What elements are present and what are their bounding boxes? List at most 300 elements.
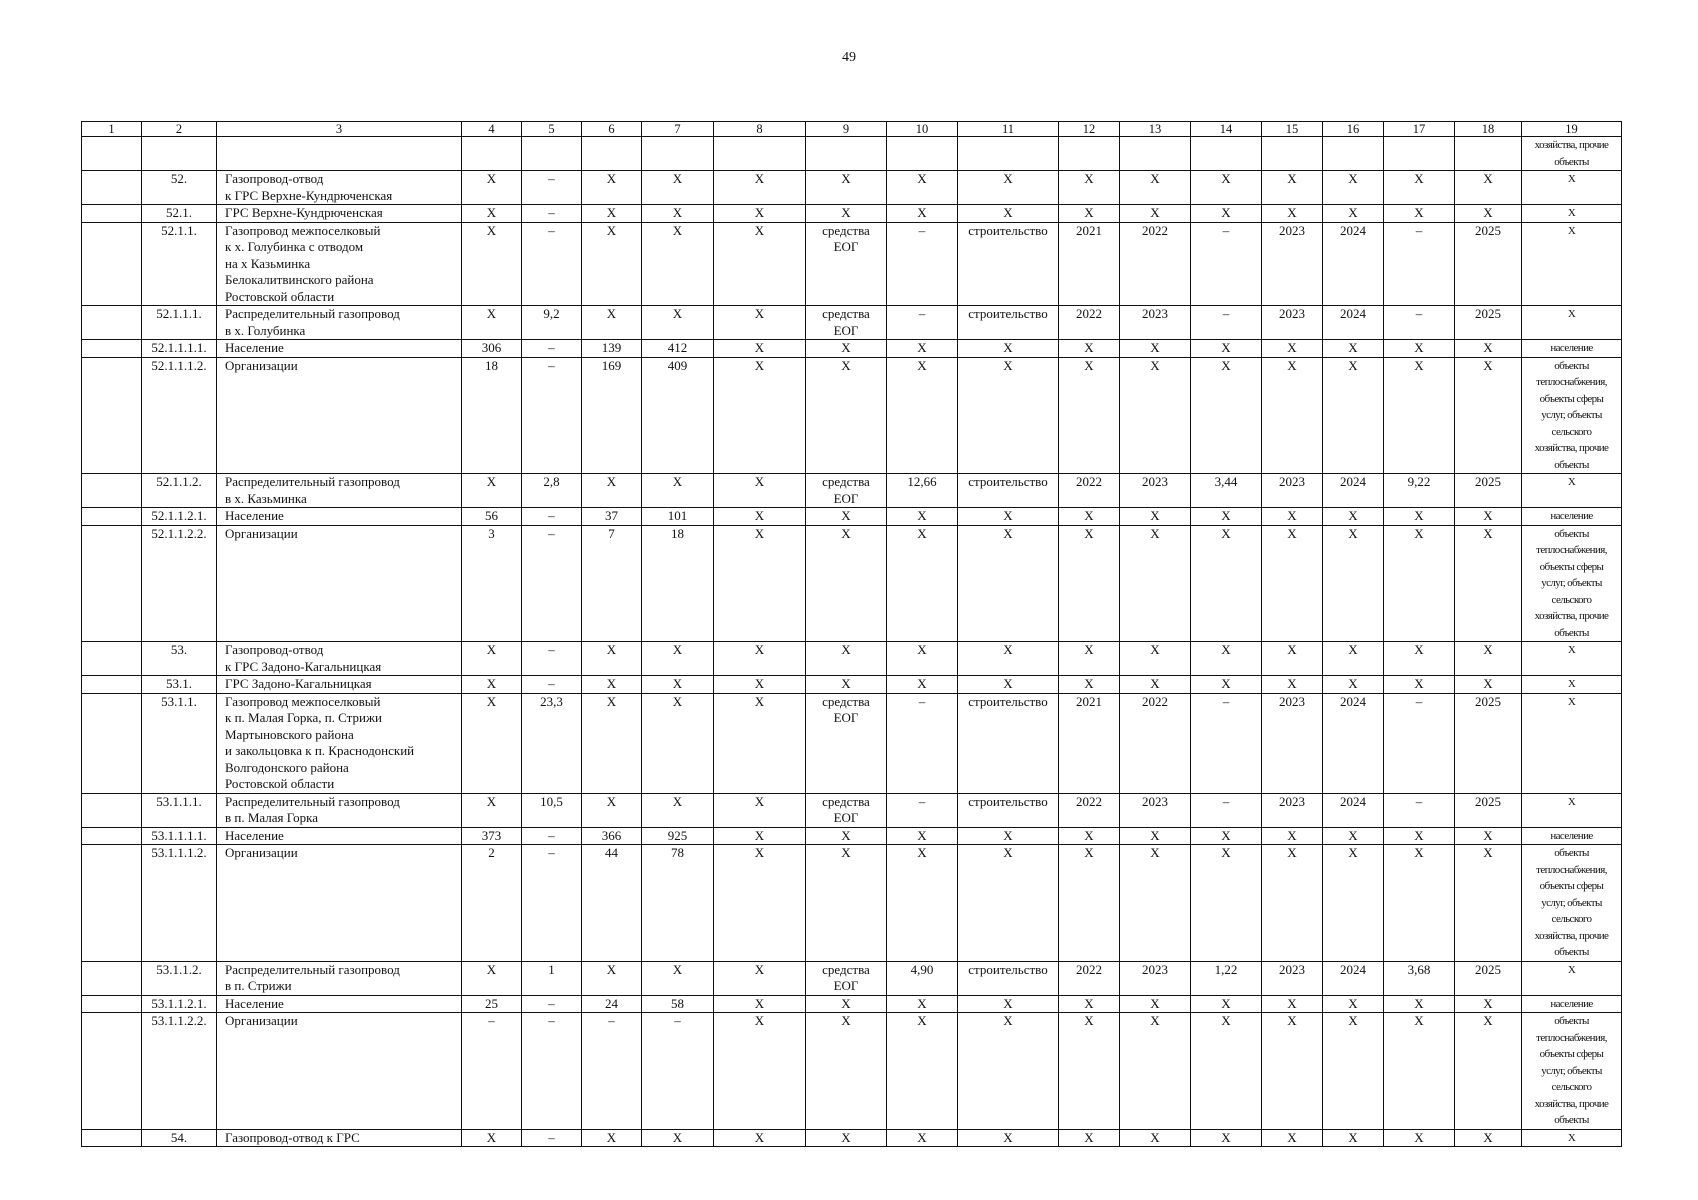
cell-line: ЕОГ: [833, 710, 859, 725]
table-cell: 2021: [1059, 222, 1120, 306]
table-cell: X: [642, 693, 714, 793]
table-cell: X: [1120, 1013, 1191, 1130]
table-cell: X: [958, 357, 1059, 474]
table-cell: 2023: [1262, 793, 1323, 827]
table-cell: –: [522, 827, 582, 845]
table-cell: X: [714, 171, 806, 205]
table-row: [82, 171, 1622, 205]
table-cell: X: [1384, 642, 1455, 676]
table-cell: [714, 137, 806, 171]
purpose-cell: X: [1522, 474, 1622, 508]
column-number-row: [82, 122, 1622, 137]
table-cell: 44: [582, 845, 642, 962]
table-cell: 373: [462, 827, 522, 845]
table-cell: 2023: [1120, 306, 1191, 340]
table-cell: 4,90: [887, 961, 958, 995]
table-cell: 7: [582, 525, 642, 642]
table-cell: 2025: [1455, 222, 1522, 306]
cell-line: Газопровод межпоселковый: [225, 222, 381, 238]
table-cell: X: [958, 1013, 1059, 1130]
cell-line: хозяйства, прочие: [1534, 1097, 1609, 1110]
cell-line: в х. Казьминка: [225, 490, 307, 506]
table-cell: X: [1059, 1013, 1120, 1130]
table-cell: X: [1384, 508, 1455, 526]
table-cell: X: [958, 995, 1059, 1013]
table-cell: [82, 1013, 142, 1130]
object-name-cell: [217, 171, 462, 205]
table-cell: X: [1191, 642, 1262, 676]
table-cell: [1323, 137, 1384, 171]
table-cell: [82, 693, 142, 793]
table-cell: [1455, 137, 1522, 171]
table-cell: X: [958, 340, 1059, 358]
table-cell: X: [887, 995, 958, 1013]
purpose-cell: население: [1522, 508, 1622, 526]
table-body: [82, 122, 1622, 1147]
table-cell: –: [522, 525, 582, 642]
row-number-cell: 53.1.1.2.1.: [142, 995, 217, 1013]
table-cell: X: [958, 525, 1059, 642]
cell-line: Ростовской области: [225, 288, 335, 304]
table-cell: [1384, 137, 1455, 171]
table-cell: X: [1384, 827, 1455, 845]
column-number-cell: 14: [1191, 122, 1262, 137]
table-cell: X: [887, 845, 958, 962]
table-cell: [806, 137, 887, 171]
table-row: [82, 1129, 1622, 1147]
table-cell: X: [887, 508, 958, 526]
object-name-cell: Население: [217, 995, 462, 1013]
table-cell: 2024: [1323, 693, 1384, 793]
table-cell: X: [1262, 676, 1323, 694]
cell-line: теплоснабжения,: [1536, 1031, 1607, 1044]
object-name-cell: Организации: [217, 1013, 462, 1130]
cell-line: Газопровод-отвод: [225, 171, 324, 186]
table-cell: X: [582, 222, 642, 306]
table-cell: 3: [462, 525, 522, 642]
table-cell: 78: [642, 845, 714, 962]
table-cell: строительство: [958, 793, 1059, 827]
table-cell: X: [714, 357, 806, 474]
table-cell: X: [1323, 171, 1384, 205]
row-number-cell: 53.1.1.1.: [142, 793, 217, 827]
purpose-cell: X: [1522, 205, 1622, 223]
table-row: [82, 474, 1622, 508]
table-cell: X: [1262, 171, 1323, 205]
table-row: [82, 137, 1622, 171]
table-cell: X: [1455, 995, 1522, 1013]
table-cell: –: [582, 1013, 642, 1130]
table-cell: X: [1262, 340, 1323, 358]
table-row: [82, 357, 1622, 474]
table-cell: X: [1059, 171, 1120, 205]
table-cell: X: [1191, 845, 1262, 962]
cell-line: Белокалитвинского района: [225, 272, 374, 287]
table-cell: [82, 222, 142, 306]
table-cell: X: [1191, 340, 1262, 358]
cell-line: сельского: [1551, 1081, 1592, 1093]
cell-line: Распределительный газопровод: [225, 306, 400, 321]
table-cell: [82, 793, 142, 827]
table-cell: X: [714, 340, 806, 358]
table-cell: X: [642, 793, 714, 827]
table-cell: X: [1059, 508, 1120, 526]
object-name-cell: [217, 306, 462, 340]
table-cell: X: [582, 793, 642, 827]
cell-line: объекты сферы: [1539, 1048, 1604, 1060]
table-cell: X: [714, 676, 806, 694]
table-cell: 1: [522, 961, 582, 995]
table-cell: X: [887, 171, 958, 205]
table-cell: X: [1262, 525, 1323, 642]
table-cell: X: [1323, 357, 1384, 474]
table-cell: X: [462, 693, 522, 793]
table-cell: 2023: [1262, 693, 1323, 793]
row-number-cell: [142, 137, 217, 171]
table-cell: 2024: [1323, 222, 1384, 306]
table-cell: 2025: [1455, 474, 1522, 508]
cell-line: Газопровод-отвод: [225, 642, 324, 657]
table-cell: строительство: [958, 222, 1059, 306]
table-cell: –: [1384, 793, 1455, 827]
table-cell: 9,22: [1384, 474, 1455, 508]
table-cell: X: [1059, 1129, 1120, 1147]
column-number-cell: 10: [887, 122, 958, 137]
table-cell: 12,66: [887, 474, 958, 508]
column-number-cell: 17: [1384, 122, 1455, 137]
cell-line: ЕОГ: [833, 322, 859, 338]
table-cell: X: [462, 676, 522, 694]
table-cell: [82, 508, 142, 526]
table-cell: 139: [582, 340, 642, 358]
table-cell: X: [958, 827, 1059, 845]
cell-line: объекты: [1554, 1114, 1589, 1126]
cell-line: Распределительный газопровод: [225, 793, 400, 809]
cell-line: услуг, объекты: [1541, 896, 1602, 909]
table-cell: X: [887, 1013, 958, 1130]
table-cell: –: [887, 222, 958, 306]
table-row: [82, 306, 1622, 340]
table-cell: X: [582, 961, 642, 995]
row-number-cell: 53.1.1.: [142, 693, 217, 793]
table-cell: [82, 1129, 142, 1147]
cell-line: Распределительный газопровод: [225, 474, 400, 489]
table-cell: [82, 171, 142, 205]
table-cell: X: [1384, 845, 1455, 962]
cell-line: Мартыновского района: [225, 726, 354, 742]
table-cell: X: [1384, 525, 1455, 642]
table-cell: X: [582, 306, 642, 340]
table-cell: X: [887, 525, 958, 642]
table-cell: X: [1120, 205, 1191, 223]
table-cell: 409: [642, 357, 714, 474]
table-cell: X: [1059, 995, 1120, 1013]
table-cell: X: [1455, 642, 1522, 676]
object-name-cell: Организации: [217, 525, 462, 642]
column-number-cell: 4: [462, 122, 522, 137]
table-row: [82, 961, 1622, 995]
table-cell: X: [1191, 508, 1262, 526]
table-cell: X: [806, 676, 887, 694]
table-cell: X: [714, 845, 806, 962]
table-cell: X: [1384, 676, 1455, 694]
table-cell: –: [887, 793, 958, 827]
table-cell: X: [806, 171, 887, 205]
cell-line: средства: [822, 961, 870, 977]
table-cell: X: [1120, 357, 1191, 474]
table-cell: 2022: [1120, 222, 1191, 306]
table-cell: [806, 306, 887, 340]
table-cell: X: [887, 676, 958, 694]
cell-line: теплоснабжения,: [1536, 863, 1607, 876]
cell-line: ЕОГ: [833, 810, 859, 825]
row-number-cell: 53.1.1.2.2.: [142, 1013, 217, 1130]
table-cell: [82, 340, 142, 358]
table-cell: 2: [462, 845, 522, 962]
table-cell: X: [1323, 827, 1384, 845]
table-cell: X: [1455, 1129, 1522, 1147]
table-cell: X: [1120, 171, 1191, 205]
table-cell: 3,44: [1191, 474, 1262, 508]
table-cell: [887, 137, 958, 171]
cell-line: хозяйства, прочие: [1534, 442, 1609, 454]
cell-line: на х Казьминка: [225, 255, 311, 271]
cell-line: в п. Стрижи: [225, 978, 292, 993]
table-cell: 2,8: [522, 474, 582, 508]
table-cell: –: [1384, 693, 1455, 793]
cell-line: к х. Голубинка с отводом: [225, 239, 364, 254]
table-cell: X: [1191, 1129, 1262, 1147]
cell-line: к ГРС Задоно-Кагальницкая: [225, 658, 382, 674]
table-cell: 2025: [1455, 306, 1522, 340]
table-cell: X: [462, 1129, 522, 1147]
row-number-cell: 52.1.1.2.: [142, 474, 217, 508]
table-cell: X: [1059, 676, 1120, 694]
purpose-cell: [1522, 525, 1622, 642]
table-cell: X: [462, 205, 522, 223]
table-cell: [82, 676, 142, 694]
table-cell: X: [1059, 205, 1120, 223]
object-name-cell: [217, 222, 462, 306]
table-cell: –: [522, 340, 582, 358]
table-cell: 412: [642, 340, 714, 358]
row-number-cell: 52.1.1.1.1.: [142, 340, 217, 358]
table-cell: X: [714, 793, 806, 827]
table-cell: [642, 137, 714, 171]
cell-line: Волгодонского района: [225, 759, 349, 775]
column-number-cell: 1: [82, 122, 142, 137]
table-cell: –: [887, 693, 958, 793]
cell-line: объекты: [1554, 527, 1589, 540]
table-cell: X: [958, 845, 1059, 962]
table-cell: X: [1455, 845, 1522, 962]
table-cell: X: [1120, 827, 1191, 845]
table-cell: строительство: [958, 961, 1059, 995]
cell-line: средства: [822, 793, 870, 809]
table-cell: X: [1262, 845, 1323, 962]
table-cell: X: [1191, 205, 1262, 223]
column-number-cell: 8: [714, 122, 806, 137]
table-cell: 2024: [1323, 793, 1384, 827]
table-row: [82, 827, 1622, 845]
table-cell: X: [887, 642, 958, 676]
table-cell: X: [1191, 676, 1262, 694]
column-number-cell: 19: [1522, 122, 1622, 137]
table-cell: 2025: [1455, 961, 1522, 995]
table-cell: X: [1384, 357, 1455, 474]
cell-line: услуг, объекты: [1541, 1064, 1602, 1077]
table-cell: X: [1323, 1129, 1384, 1147]
table-cell: X: [806, 845, 887, 962]
table-cell: X: [1262, 508, 1323, 526]
table-cell: [82, 642, 142, 676]
table-cell: X: [582, 205, 642, 223]
table-cell: 2021: [1059, 693, 1120, 793]
table-cell: X: [806, 1013, 887, 1130]
cell-line: к п. Малая Горка, п. Стрижи: [225, 710, 382, 725]
row-number-cell: 53.1.: [142, 676, 217, 694]
table-cell: X: [1191, 995, 1262, 1013]
purpose-cell: X: [1522, 1129, 1622, 1147]
table-cell: –: [522, 508, 582, 526]
cell-line: ЕОГ: [833, 978, 859, 993]
table-cell: X: [1323, 676, 1384, 694]
table-cell: 58: [642, 995, 714, 1013]
table-cell: 169: [582, 357, 642, 474]
table-cell: X: [462, 961, 522, 995]
column-number-cell: 11: [958, 122, 1059, 137]
table-cell: X: [714, 827, 806, 845]
row-number-cell: 52.1.1.1.: [142, 306, 217, 340]
table-cell: X: [1262, 827, 1323, 845]
table-cell: 56: [462, 508, 522, 526]
table-cell: строительство: [958, 306, 1059, 340]
table-cell: [1262, 137, 1323, 171]
table-cell: X: [1191, 525, 1262, 642]
object-name-cell: [217, 137, 462, 171]
table-cell: X: [1323, 205, 1384, 223]
table-cell: X: [642, 1129, 714, 1147]
cell-line: теплоснабжения,: [1536, 376, 1607, 388]
page-number: 49: [842, 50, 856, 65]
table-cell: X: [1059, 827, 1120, 845]
table-cell: [806, 222, 887, 306]
table-row: [82, 508, 1622, 526]
table-cell: X: [714, 205, 806, 223]
table-cell: X: [1059, 525, 1120, 642]
table-cell: –: [1191, 693, 1262, 793]
purpose-cell: X: [1522, 642, 1622, 676]
cell-line: Ростовской области: [225, 776, 335, 791]
table-cell: X: [714, 693, 806, 793]
table-cell: X: [1455, 827, 1522, 845]
column-number-cell: 13: [1120, 122, 1191, 137]
table-cell: X: [1120, 340, 1191, 358]
purpose-cell: X: [1522, 793, 1622, 827]
purpose-cell: X: [1522, 676, 1622, 694]
table-cell: 10,5: [522, 793, 582, 827]
table-cell: X: [462, 474, 522, 508]
table-cell: X: [1059, 845, 1120, 962]
table-cell: X: [642, 676, 714, 694]
table-cell: X: [642, 222, 714, 306]
cell-line: и закольцовка к п. Краснодонский: [225, 743, 415, 758]
table-cell: X: [806, 642, 887, 676]
table-cell: X: [642, 474, 714, 508]
purpose-cell: X: [1522, 222, 1622, 306]
table-cell: X: [1323, 525, 1384, 642]
purpose-cell: X: [1522, 961, 1622, 995]
table-cell: X: [1262, 995, 1323, 1013]
table-cell: [462, 137, 522, 171]
object-name-cell: Организации: [217, 357, 462, 474]
cell-line: объекты: [1554, 458, 1589, 471]
table-cell: X: [714, 222, 806, 306]
table-row: [82, 222, 1622, 306]
column-number-cell: 3: [217, 122, 462, 137]
cell-line: средства: [822, 222, 870, 238]
table-cell: –: [1384, 306, 1455, 340]
table-cell: X: [1191, 357, 1262, 474]
cell-line: средства: [822, 474, 870, 489]
table-cell: X: [1455, 676, 1522, 694]
table-cell: 3,68: [1384, 961, 1455, 995]
table-cell: 25: [462, 995, 522, 1013]
table-row: [82, 1013, 1622, 1130]
table-cell: X: [1262, 1129, 1323, 1147]
table-cell: X: [714, 995, 806, 1013]
table-cell: X: [714, 306, 806, 340]
table-cell: 2024: [1323, 306, 1384, 340]
table-row: [82, 995, 1622, 1013]
table-row: [82, 642, 1622, 676]
purpose-cell: [1522, 357, 1622, 474]
table-cell: X: [582, 171, 642, 205]
table-cell: 2024: [1323, 474, 1384, 508]
table-cell: X: [1384, 995, 1455, 1013]
table-cell: X: [582, 474, 642, 508]
row-number-cell: 53.: [142, 642, 217, 676]
table-cell: –: [1191, 306, 1262, 340]
row-number-cell: 52.1.: [142, 205, 217, 223]
table-cell: X: [714, 508, 806, 526]
object-name-cell: Организации: [217, 845, 462, 962]
purpose-cell: X: [1522, 171, 1622, 205]
table-cell: X: [806, 1129, 887, 1147]
row-number-cell: 52.1.1.2.2.: [142, 525, 217, 642]
table-cell: X: [806, 827, 887, 845]
row-number-cell: 53.1.1.1.2.: [142, 845, 217, 962]
table-cell: 101: [642, 508, 714, 526]
table-cell: X: [806, 525, 887, 642]
table-cell: [582, 137, 642, 171]
table-cell: X: [1384, 340, 1455, 358]
table-cell: –: [522, 1129, 582, 1147]
purpose-cell: население: [1522, 827, 1622, 845]
row-number-cell: 53.1.1.2.: [142, 961, 217, 995]
table-cell: строительство: [958, 474, 1059, 508]
cell-line: объекты: [1554, 847, 1589, 859]
object-name-cell: [217, 961, 462, 995]
table-cell: 1,22: [1191, 961, 1262, 995]
column-number-cell: 12: [1059, 122, 1120, 137]
table-cell: X: [1384, 171, 1455, 205]
table-cell: 2023: [1262, 961, 1323, 995]
table-cell: X: [1120, 525, 1191, 642]
object-name-cell: [217, 693, 462, 793]
table-cell: [806, 793, 887, 827]
table-cell: X: [1323, 642, 1384, 676]
